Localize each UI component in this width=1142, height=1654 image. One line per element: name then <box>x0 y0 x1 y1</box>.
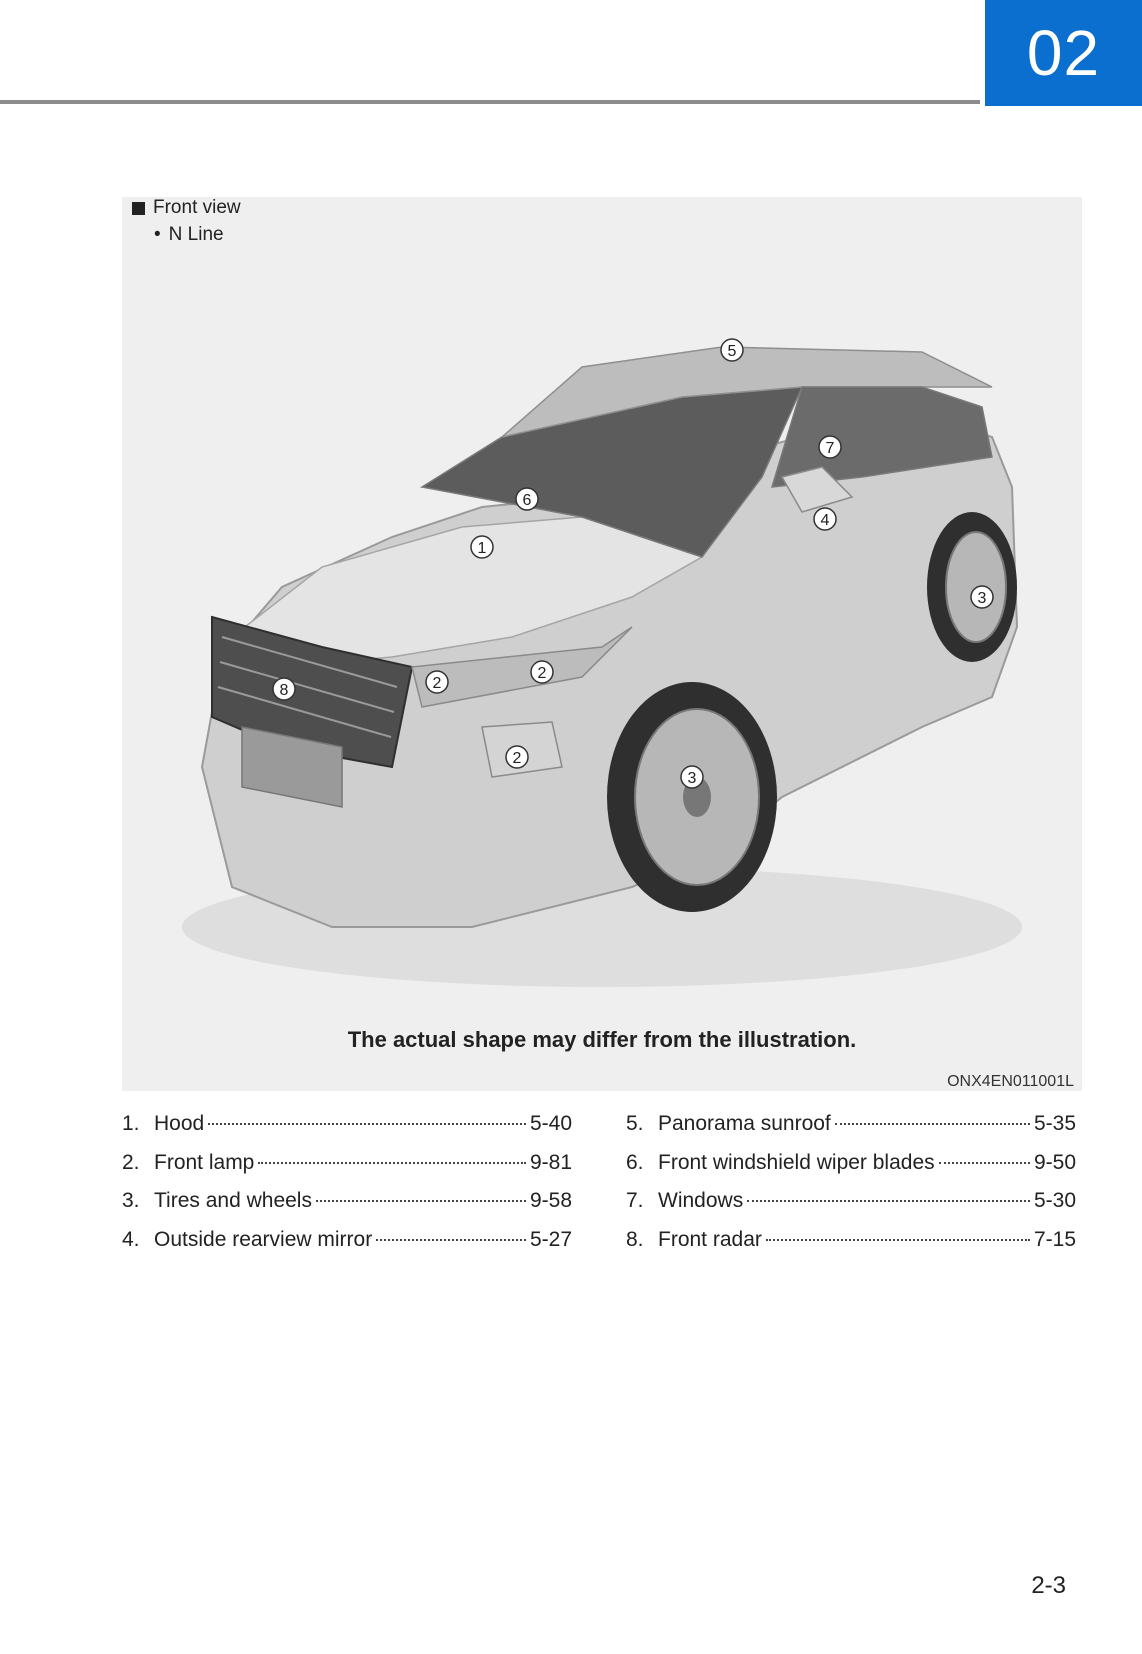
svg-text:1: 1 <box>477 540 487 557</box>
legend-label: Outside rearview mirror <box>154 1227 373 1251</box>
leader-dots <box>376 1239 526 1241</box>
leader-dots <box>747 1200 1030 1202</box>
legend-number: 3. <box>122 1189 140 1212</box>
legend-right <box>626 1112 1076 1266</box>
svg-text:6: 6 <box>522 492 532 509</box>
legend-label: Front windshield wiper blades <box>658 1150 935 1174</box>
callout-front-lamp-b <box>531 661 553 683</box>
callout-sunroof <box>721 339 743 361</box>
legend-page-ref: 7-15 <box>1033 1227 1076 1251</box>
car-illustration <box>162 327 1062 1147</box>
legend-item <box>626 1112 1076 1151</box>
svg-text:4: 4 <box>820 512 830 529</box>
section-heading <box>132 197 241 219</box>
legend-label: Tires and wheels <box>154 1189 312 1212</box>
legend-number: 1. <box>122 1112 140 1135</box>
legend-item <box>122 1189 572 1228</box>
disclaimer: The actual shape may differ from the illustration. <box>347 1027 857 1052</box>
svg-text:2: 2 <box>512 750 522 767</box>
legend-page-ref: 9-50 <box>1033 1150 1076 1174</box>
legend-label: Hood <box>154 1112 205 1135</box>
sub-bullet: • <box>154 224 161 245</box>
legend-item <box>122 1112 572 1151</box>
legend-label: Windows <box>658 1189 744 1212</box>
legend-item <box>122 1228 572 1267</box>
legend-page-ref: 5-30 <box>1033 1189 1076 1212</box>
front-wheel <box>607 682 777 912</box>
leader-dots <box>766 1239 1030 1241</box>
callout-front-lamp-a <box>426 671 448 693</box>
legend-label: Front radar <box>658 1227 762 1251</box>
figure-code: ONX4EN011001L <box>947 1073 1074 1090</box>
leader-dots <box>316 1200 526 1202</box>
legend-number: 2. <box>122 1150 140 1174</box>
legend-label: Panorama sunroof <box>658 1112 831 1135</box>
svg-text:2: 2 <box>537 665 547 682</box>
callout-wheel-rear <box>971 586 993 608</box>
leader-dots <box>258 1162 526 1164</box>
legend-page-ref: 9-58 <box>529 1189 572 1212</box>
legend-page-ref: 5-27 <box>529 1227 572 1251</box>
legend-item <box>122 1151 572 1190</box>
chapter-number: 02 <box>1026 17 1101 89</box>
legend-item <box>626 1228 1076 1267</box>
legend-number: 7. <box>626 1189 644 1212</box>
sub-heading-text: N Line <box>168 224 224 245</box>
svg-text:2: 2 <box>432 675 442 692</box>
legend-page-ref: 5-35 <box>1033 1112 1076 1135</box>
legend-label: Front lamp <box>154 1150 255 1174</box>
callout-mirror <box>814 508 836 530</box>
legend-number: 8. <box>626 1227 644 1251</box>
legend-page-ref: 9-81 <box>529 1150 572 1174</box>
front-view-figure <box>122 197 1082 1091</box>
svg-text:7: 7 <box>825 440 835 457</box>
legend-number: 6. <box>626 1150 644 1174</box>
callout-front-lamp-c <box>506 746 528 768</box>
svg-text:5: 5 <box>727 343 737 360</box>
svg-text:3: 3 <box>687 770 697 787</box>
legend-number: 5. <box>626 1112 644 1135</box>
chapter-tab <box>985 0 1142 106</box>
callout-windows <box>819 436 841 458</box>
callout-hood <box>471 536 493 558</box>
callout-wheel-front <box>681 766 703 788</box>
callout-wiper <box>516 488 538 510</box>
callout-radar <box>273 678 295 700</box>
page-number: 2-3 <box>1031 1572 1066 1599</box>
legend-left <box>122 1112 572 1266</box>
header-rule <box>0 100 980 104</box>
leader-dots <box>208 1123 526 1125</box>
legend-item <box>626 1151 1076 1190</box>
svg-text:3: 3 <box>977 590 987 607</box>
leader-dots <box>939 1162 1030 1164</box>
legend-page-ref: 5-40 <box>529 1112 572 1135</box>
rear-wheel <box>927 512 1017 662</box>
section-heading-text: Front view <box>153 197 241 218</box>
svg-text:8: 8 <box>279 682 289 699</box>
legend-item <box>626 1189 1076 1228</box>
sub-heading <box>154 224 224 246</box>
leader-dots <box>835 1123 1030 1125</box>
legend-number: 4. <box>122 1227 140 1251</box>
square-bullet-icon <box>132 202 145 215</box>
